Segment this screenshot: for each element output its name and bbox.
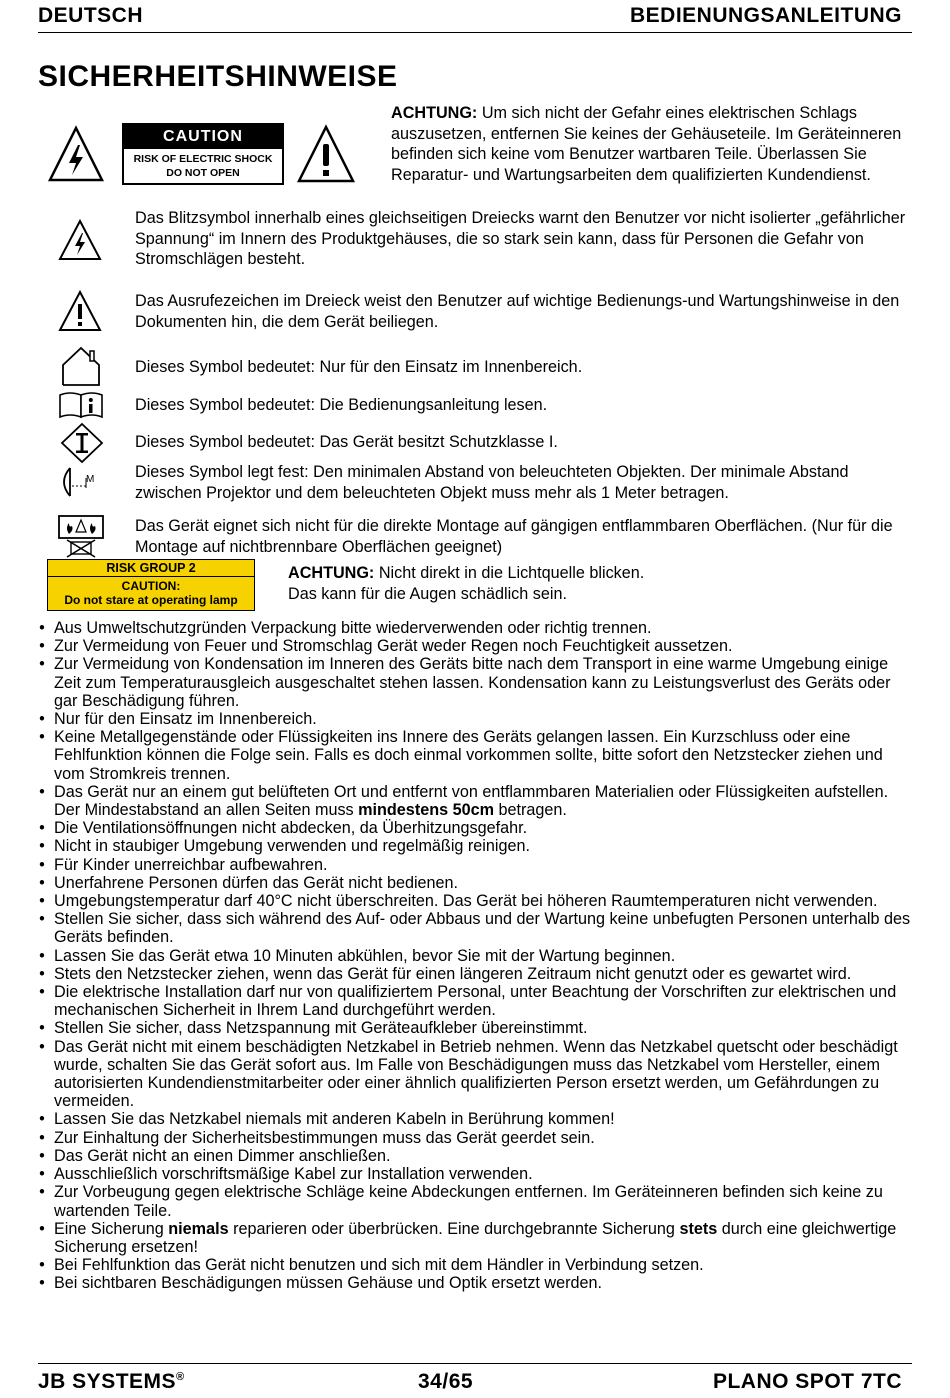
bullet-item bbox=[36, 783, 916, 819]
bullet-item bbox=[36, 1256, 916, 1274]
bullet-item bbox=[36, 1019, 916, 1037]
bullet-item bbox=[36, 1183, 916, 1219]
bullet-item bbox=[36, 1147, 916, 1165]
footer-model: PLANO SPOT 7TC bbox=[712, 1370, 902, 1393]
bullet-text: durch eine gleichwertige Sicherung ersetzen! bbox=[54, 1219, 897, 1256]
bullet-dot: • bbox=[39, 655, 45, 674]
bullet-dot: • bbox=[39, 1128, 45, 1147]
bullet-text: Stellen Sie sicher, dass sich während des Auf- oder Abbaus und der Wartung keine unbefugten Personen unterhalb des Geräts befinden. bbox=[54, 910, 911, 947]
page-header bbox=[38, 4, 912, 33]
header-doc-type: BEDIENUNGSANLEITUNG bbox=[629, 4, 902, 27]
bullet-dot: • bbox=[39, 855, 45, 874]
bullet-item bbox=[36, 910, 916, 946]
lightning-warning-icon bbox=[47, 125, 105, 183]
flammable-symbol-text: Das Gerät eignet sich nicht für die direkte Montage auf gängigen entflammbaren Oberflächen. (Nur für die Montage auf nichtbrennbare Oberflächen geeignet) bbox=[135, 517, 893, 556]
bullet-dot: • bbox=[39, 1219, 45, 1238]
bullet-text: Lassen Sie das Gerät etwa 10 Minuten abkühlen, bevor Sie mit der Wartung beginnen. bbox=[54, 946, 676, 965]
bullet-text: Umgebungstemperatur darf 40°C nicht überschreiten. Das Gerät bei höheren Raumtemperaturen nicht verwenden. bbox=[54, 892, 878, 911]
minimum-distance-icon-label: M bbox=[86, 474, 95, 485]
bullet-dot: • bbox=[39, 983, 45, 1002]
bullet-item bbox=[36, 874, 916, 892]
caution-label-line2: DO NOT OPEN bbox=[166, 167, 240, 179]
bullet-item bbox=[36, 1110, 916, 1128]
caution-label-line1: RISK OF ELECTRIC SHOCK bbox=[133, 153, 273, 165]
bullet-dot: • bbox=[39, 1165, 45, 1184]
bullet-text: Keine Metallgegenstände oder Flüssigkeiten ins Innere des Geräts gelangen lassen. Ein Kurzschluss oder eine Fehlfunktion können die Folge sein. Falls es doch einmal vorkommen sollte, bitte sofort den Netzstecker ziehen und vom Stromkreis trennen. bbox=[54, 728, 883, 783]
section-title: SICHERHEITSHINWEISE bbox=[38, 60, 398, 93]
bullet-text: Zur Einhaltung der Sicherheitsbestimmungen muss das Gerät geerdet sein. bbox=[54, 1128, 595, 1147]
bullet-item bbox=[36, 965, 916, 983]
header-language: DEUTSCH bbox=[38, 4, 144, 27]
bullet-item bbox=[36, 1129, 916, 1147]
bullet-dot: • bbox=[39, 1110, 45, 1129]
bullet-text: Die Ventilationsöffnungen nicht abdecken, da Überhitzungsgefahr. bbox=[54, 819, 528, 838]
bullet-text: reparieren oder überbrücken. Eine durchgebrannte Sicherung bbox=[228, 1219, 680, 1238]
bullet-item bbox=[36, 819, 916, 837]
bullet-text: Für Kinder unerreichbar aufbewahren. bbox=[54, 855, 328, 874]
bullet-dot: • bbox=[39, 873, 45, 892]
bullet-dot: • bbox=[39, 728, 45, 747]
page-footer bbox=[38, 1363, 912, 1398]
bullet-text: Die elektrische Installation darf nur von qualifiziertem Personal, unter Beachtung der Vorschriften zur elektrischen und mechanischen Sicherheit in Ihrem Land durchgeführt werden. bbox=[54, 983, 897, 1020]
bullet-dot: • bbox=[39, 1037, 45, 1056]
bullet-emphasis: niemals bbox=[168, 1219, 229, 1238]
bullet-text: Aus Umweltschutzgründen Verpackung bitte wiederverwenden oder richtig trennen. bbox=[54, 619, 652, 637]
risk-group-warning: Do not stare at operating lamp bbox=[64, 593, 238, 607]
achtung-electric-text: Um sich nicht der Gefahr eines elektrischen Schlags auszusetzen, entfernen Sie keines der Gehäuseteile. Im Geräteinneren befinden sich keine vom Benutzer wartbaren Teile. Überlassen Sie Reparatur- und Wartungsarbeiten dem qualifizierten Kundendienst. bbox=[391, 104, 902, 184]
distance-symbol-text: Dieses Symbol legt fest: Den minimalen Abstand von beleuchteten Objekten. Der minimale Abstand zwischen Projektor und dem beleuchteten Objekt muss mehr als 1 Meter betragen. bbox=[135, 463, 849, 502]
bullet-dot: • bbox=[39, 782, 45, 801]
bullet-text: betragen. bbox=[494, 801, 567, 820]
bullet-dot: • bbox=[39, 837, 45, 856]
bullet-item bbox=[36, 655, 916, 710]
lightning-symbol-text: Das Blitzsymbol innerhalb eines gleichseitigen Dreiecks warnt den Benutzer vor nicht isolierter „gefährlicher Spannung“ im Innern des Produktgehäuses, die so stark sein kann, dass für Personen die Gefahr von Stromschlägen besteht. bbox=[135, 209, 906, 268]
risk-group-caution: CAUTION: bbox=[121, 579, 181, 593]
indoor-symbol-text: Dieses Symbol bedeutet: Nur für den Einsatz im Innenbereich. bbox=[135, 358, 583, 376]
bullet-item bbox=[36, 710, 916, 728]
bullet-text: Lassen Sie das Netzkabel niemals mit anderen Kabeln in Berührung kommen! bbox=[54, 1110, 615, 1129]
bullet-dot: • bbox=[39, 637, 45, 656]
bullet-dot: • bbox=[39, 1256, 45, 1275]
risk-group-label bbox=[47, 559, 255, 611]
achtung-light-paragraph bbox=[288, 563, 888, 604]
bullet-dot: • bbox=[39, 619, 45, 637]
bullet-item bbox=[36, 1274, 916, 1292]
registered-mark: ® bbox=[176, 1371, 185, 1383]
bullet-dot: • bbox=[39, 819, 45, 838]
exclamation-warning-icon bbox=[296, 124, 356, 184]
footer-brand: JB SYSTEMS® bbox=[38, 1370, 185, 1393]
achtung-light-line1: Nicht direkt in die Lichtquelle blicken. bbox=[374, 564, 645, 582]
bullet-dot: • bbox=[39, 910, 45, 929]
achtung-light-line2: Das kann für die Augen schädlich sein. bbox=[288, 584, 567, 603]
safety-bullet-list bbox=[36, 619, 916, 1293]
bullet-item bbox=[36, 1038, 916, 1111]
risk-group-title: RISK GROUP 2 bbox=[48, 560, 254, 577]
bullet-dot: • bbox=[39, 964, 45, 983]
exclamation-symbol-text: Das Ausrufezeichen im Dreieck weist den Benutzer auf wichtige Bedienungs-und Wartungshinweise in den Dokumenten hin, die dem Gerät beiliegen. bbox=[135, 292, 900, 331]
read-manual-icon bbox=[58, 389, 104, 419]
bullet-text: Zur Vermeidung von Feuer und Stromschlag Gerät weder Regen noch Feuchtigkeit aussetzen. bbox=[54, 637, 733, 656]
bullet-emphasis: stets bbox=[679, 1219, 718, 1238]
bullet-text: Das Gerät nicht an einen Dimmer anschließen. bbox=[54, 1146, 391, 1165]
caution-label bbox=[122, 123, 284, 185]
achtung-light-label: ACHTUNG: bbox=[288, 564, 375, 582]
bullet-text: Eine Sicherung bbox=[54, 1219, 169, 1238]
bullet-text: Ausschließlich vorschriftsmäßige Kabel zur Installation verwenden. bbox=[54, 1165, 533, 1184]
bullet-item bbox=[36, 728, 916, 783]
bullet-item bbox=[36, 983, 916, 1019]
achtung-label: ACHTUNG: bbox=[391, 104, 478, 122]
bullet-item bbox=[36, 837, 916, 855]
no-flammable-surface-icon bbox=[57, 514, 105, 558]
bullet-item bbox=[36, 619, 916, 637]
bullet-item bbox=[36, 947, 916, 965]
footer-page-number: 34/65 bbox=[418, 1370, 474, 1393]
bullet-text: Nur für den Einsatz im Innenbereich. bbox=[54, 710, 317, 729]
bullet-dot: • bbox=[39, 710, 45, 729]
bullet-text: Stellen Sie sicher, dass Netzspannung mit Geräteaufkleber übereinstimmt. bbox=[54, 1019, 588, 1038]
bullet-text: Das Gerät nur an einem gut belüfteten Ort und entfernt von entflammbaren Materialien oder Flüssigkeiten aufstellen. Der Mindestabstand an allen Seiten muss bbox=[54, 782, 889, 820]
bullet-text: Bei Fehlfunktion das Gerät nicht benutzen und sich mit dem Händler in Verbindung setzen. bbox=[54, 1256, 704, 1275]
bullet-text: Bei sichtbaren Beschädigungen müssen Gehäuse und Optik ersetzt werden. bbox=[54, 1274, 603, 1293]
bullet-item bbox=[36, 637, 916, 655]
bullet-dot: • bbox=[39, 1183, 45, 1202]
bullet-dot: • bbox=[39, 1146, 45, 1165]
bullet-text: Stets den Netzstecker ziehen, wenn das Gerät für einen längeren Zeitraum nicht genutzt oder es gewartet wird. bbox=[54, 964, 852, 983]
bullet-item bbox=[36, 1165, 916, 1183]
bullet-dot: • bbox=[39, 946, 45, 965]
indoor-house-icon bbox=[60, 345, 102, 387]
bullet-item bbox=[36, 892, 916, 910]
lightning-symbol-icon bbox=[58, 219, 102, 261]
caution-label-title: CAUTION bbox=[124, 125, 282, 149]
exclamation-symbol-icon bbox=[58, 290, 102, 332]
bullet-text: Zur Vermeidung von Kondensation im Inneren des Geräts bitte nach dem Transport in eine warme Umgebung einige Zeit zum Temperaturausgleich ausgeschaltet stehen lassen. Kondensation kann zu Leistungsverlust des Geräts oder gar Beschädigung führen. bbox=[54, 655, 891, 710]
bullet-text: Das Gerät nicht mit einem beschädigten Netzkabel in Betrieb nehmen. Wenn das Netzkabel quetscht oder beschädigt wurde, schalten Sie das Gerät sofort aus. Im Falle von Beschädigungen muss das Netzkabel vom Hersteller, einem autorisierten Kundendienstmitarbeiter oder einer ähnlich qualifizierten Person ersetzt werden, um Gefährdungen zu vermeiden. bbox=[54, 1037, 898, 1111]
bullet-dot: • bbox=[39, 1274, 45, 1293]
bullet-dot: • bbox=[39, 1019, 45, 1038]
achtung-electric-paragraph bbox=[391, 103, 916, 185]
class1-symbol-text: Dieses Symbol bedeutet: Das Gerät besitzt Schutzklasse I. bbox=[135, 433, 558, 451]
bullet-item bbox=[36, 856, 916, 874]
bullet-dot: • bbox=[39, 892, 45, 911]
protection-class-icon bbox=[60, 422, 104, 464]
bullet-emphasis: mindestens 50cm bbox=[358, 801, 494, 820]
bullet-item bbox=[36, 1220, 916, 1256]
bullet-text: Nicht in staubiger Umgebung verwenden und regelmäßig reinigen. bbox=[54, 837, 531, 856]
bullet-text: Unerfahrene Personen dürfen das Gerät nicht bedienen. bbox=[54, 873, 459, 892]
minimum-distance-icon bbox=[56, 464, 106, 500]
manual-symbol-text: Dieses Symbol bedeutet: Die Bedienungsanleitung lesen. bbox=[135, 396, 548, 414]
bullet-text: Zur Vorbeugung gegen elektrische Schläge keine Abdeckungen entfernen. Im Geräteinneren befinden sich keine zu wartenden Teile. bbox=[54, 1183, 883, 1220]
